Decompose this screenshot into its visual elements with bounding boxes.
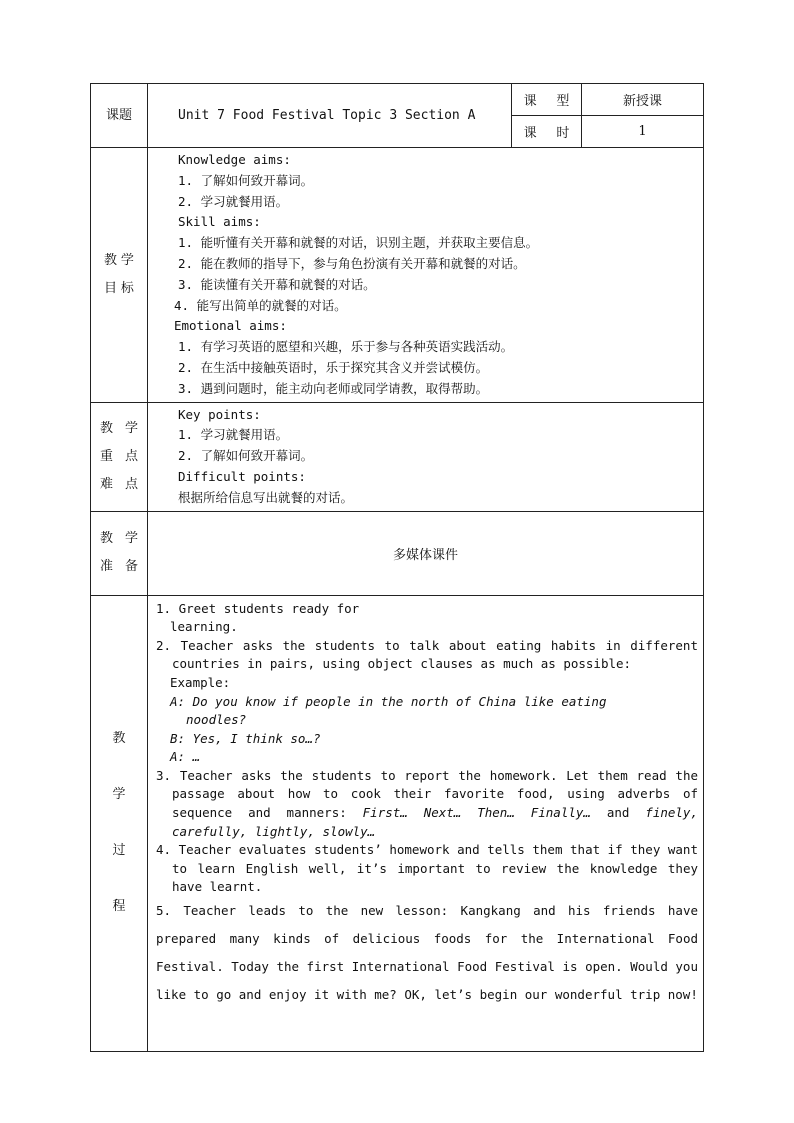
key-heading: Key points: bbox=[178, 406, 261, 422]
knowledge-item: 2. 学习就餐用语。 bbox=[178, 193, 289, 209]
process-label bbox=[91, 595, 148, 1051]
preparation-label-line1: 教 学 bbox=[100, 531, 142, 547]
key-points-label-line3: 难 点 bbox=[100, 476, 142, 492]
lesson-type-label: 课 型 bbox=[512, 84, 582, 116]
step-1-cont: learning. bbox=[170, 619, 238, 635]
lesson-plan-table bbox=[90, 83, 704, 1052]
preparation-row bbox=[91, 511, 704, 595]
skill-item: 2. 能在教师的指导下，参与角色扮演有关开幕和就餐的对话。 bbox=[178, 255, 526, 271]
process-label-char: 学 bbox=[112, 787, 126, 803]
key-item: 2. 了解如何致开幕词。 bbox=[178, 448, 314, 464]
objectives-content bbox=[148, 148, 704, 403]
period-value: 1 bbox=[582, 116, 704, 148]
lesson-type-value: 新授课 bbox=[582, 84, 704, 116]
step-1: 1. Greet students ready for bbox=[156, 600, 360, 616]
objectives-row bbox=[91, 148, 704, 403]
process-content bbox=[148, 595, 704, 1051]
objectives-label-line2: 目标 bbox=[104, 280, 138, 296]
skill-heading: Skill aims: bbox=[178, 214, 261, 230]
example-line-a: A: Do you know if people in the north of China like eating bbox=[170, 693, 607, 709]
step-3-and: and bbox=[590, 805, 646, 821]
example-line-a2: noodles? bbox=[186, 712, 247, 728]
topic-label: 课题 bbox=[91, 84, 148, 148]
emotional-item: 3. 遇到问题时，能主动向老师或同学请教，取得帮助。 bbox=[178, 380, 489, 396]
difficult-item: 根据所给信息写出就餐的对话。 bbox=[178, 489, 354, 505]
preparation-label bbox=[91, 511, 148, 595]
process-label-char: 过 bbox=[112, 843, 126, 859]
step-3-text: 3. Teacher asks the students to report the homework. Let them read the passage about how to cook their favorite food, using adverbs of sequence and manners: bbox=[156, 767, 698, 821]
emotional-heading: Emotional aims: bbox=[174, 318, 287, 334]
step-5: 5. Teacher leads to the new lesson: Kangkang and his friends have prepared many kinds of delicious foods for the International Food Festival. Today the first International Food Festival is open. Would you like to go and enjoy it with me? OK, let’s begin our wonderful trip now! bbox=[156, 903, 698, 1003]
knowledge-heading: Knowledge aims: bbox=[178, 152, 291, 167]
step-2: 2. Teacher asks the students to talk about eating habits in different countries in pairs, using object clauses as much as possible: bbox=[156, 637, 698, 672]
topic-title: Unit 7 Food Festival Topic 3 Section A bbox=[148, 84, 512, 148]
period-label: 课 时 bbox=[512, 116, 582, 148]
emotional-item: 1. 有学习英语的愿望和兴趣，乐于参与各种英语实践活动。 bbox=[178, 339, 514, 355]
key-points-label-line1: 教 学 bbox=[100, 420, 142, 436]
objectives-label bbox=[91, 148, 148, 403]
key-item: 1. 学习就餐用语。 bbox=[178, 427, 289, 443]
difficult-heading: Difficult points: bbox=[178, 468, 306, 484]
preparation-label-line2: 准 备 bbox=[100, 559, 142, 575]
example-label: Example: bbox=[170, 674, 231, 690]
header-row-1 bbox=[91, 84, 704, 116]
key-points-label-line2: 重 点 bbox=[100, 448, 142, 464]
step-3 bbox=[156, 767, 698, 841]
skill-item: 3. 能读懂有关开幕和就餐的对话。 bbox=[178, 276, 376, 292]
process-label-char: 教 bbox=[112, 731, 126, 747]
objectives-label-line1: 教学 bbox=[104, 252, 138, 268]
process-label-char: 程 bbox=[112, 899, 126, 915]
step-4: 4. Teacher evaluates students’ homework and tells them that if they want to learn English well, it’s important to review the knowledge they have learnt. bbox=[156, 842, 698, 895]
preparation-value: 多媒体课件 bbox=[148, 511, 704, 595]
key-points-row bbox=[91, 402, 704, 511]
step-3-sequence-words: First… Next… Then… Finally… bbox=[362, 805, 591, 821]
key-points-label bbox=[91, 402, 148, 511]
example-line-b: B: Yes, I think so…? bbox=[170, 730, 321, 746]
skill-item: 4. 能写出简单的就餐的对话。 bbox=[174, 297, 347, 313]
process-row bbox=[91, 595, 704, 1051]
example-line-c: A: … bbox=[170, 749, 201, 765]
step-3-manner-words: finely, carefully, lightly, slowly… bbox=[172, 805, 698, 839]
emotional-item: 2. 在生活中接触英语时，乐于探究其含义并尝试模仿。 bbox=[178, 359, 489, 375]
knowledge-item: 1. 了解如何致开幕词。 bbox=[178, 172, 314, 188]
key-points-content bbox=[148, 402, 704, 511]
skill-item: 1. 能听懂有关开幕和就餐的对话，识别主题，并获取主要信息。 bbox=[178, 235, 539, 251]
